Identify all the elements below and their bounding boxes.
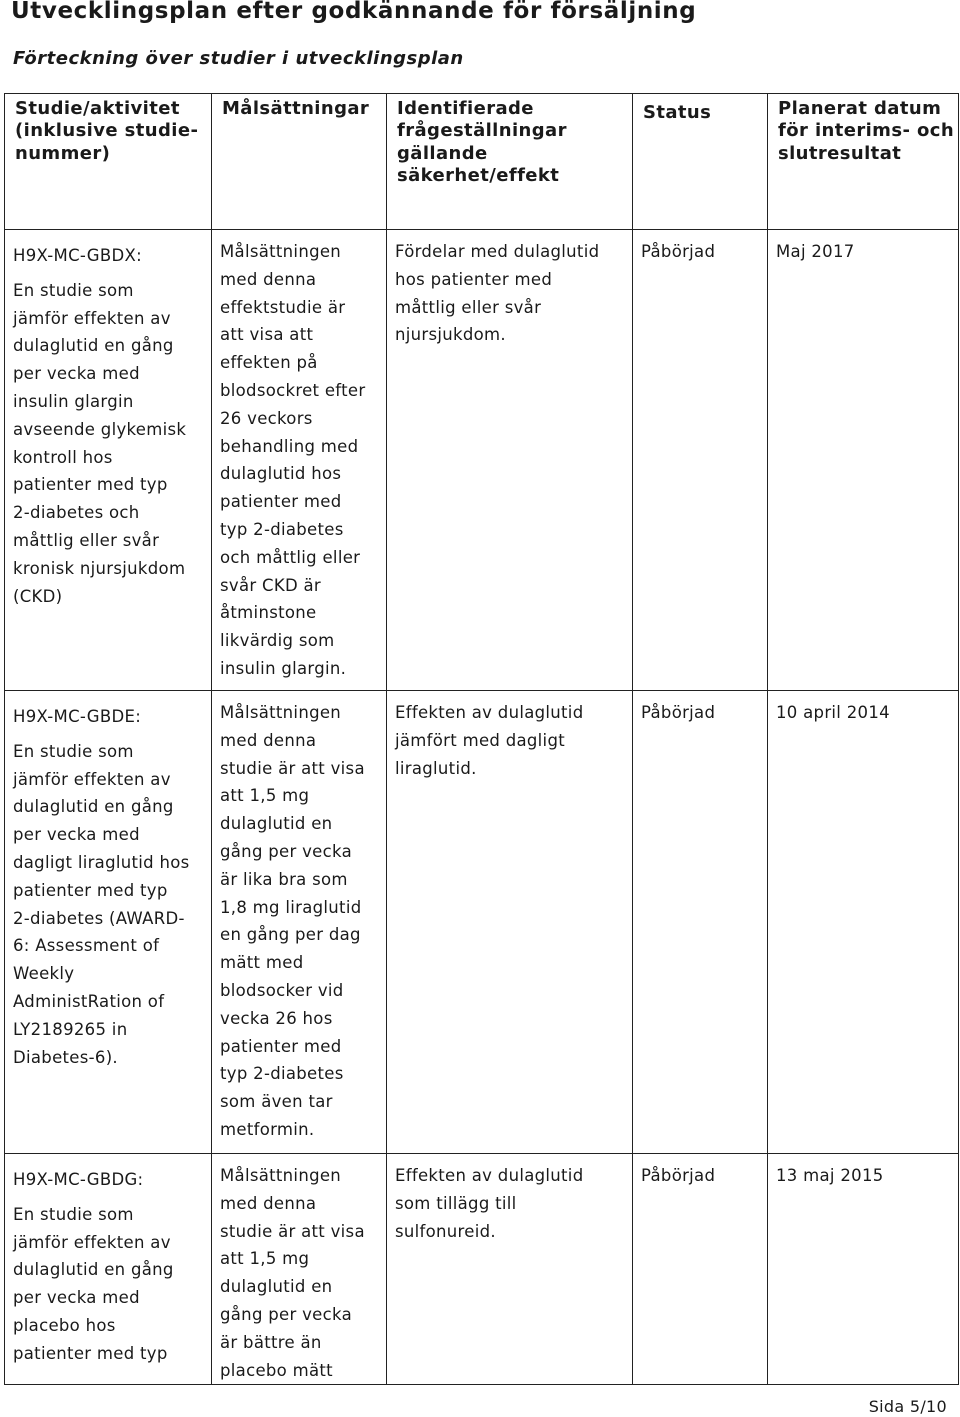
text-line: Målsättningar bbox=[222, 98, 370, 119]
table-header-row bbox=[5, 94, 959, 230]
text-line: effektstudie är bbox=[220, 297, 346, 317]
status-cell bbox=[633, 230, 768, 691]
text-line: att visa att bbox=[220, 325, 314, 345]
text-line: 2-diabetes (AWARD- bbox=[13, 908, 185, 928]
text-line: (CKD) bbox=[13, 586, 63, 606]
text-line: 26 veckors bbox=[220, 408, 313, 428]
text-line: Studie/aktivitet bbox=[15, 98, 180, 119]
text-line: som även tar bbox=[220, 1092, 333, 1112]
text-line: frågeställningar bbox=[397, 120, 567, 142]
study-id: H9X-MC-GBDX: bbox=[13, 246, 142, 265]
text-line: hos patienter med bbox=[395, 269, 553, 289]
text-line: typ 2-diabetes bbox=[220, 1064, 344, 1084]
status-text: Påbörjad bbox=[641, 242, 716, 261]
objective-text bbox=[220, 699, 380, 1144]
text-line: Fördelar med dulaglutid bbox=[395, 242, 600, 261]
table-row bbox=[5, 1154, 959, 1385]
text-line: dulaglutid en gång bbox=[13, 797, 174, 817]
text-line: LY2189265 in bbox=[13, 1019, 128, 1039]
text-line: med denna bbox=[220, 269, 317, 289]
text-line: sulfonureid. bbox=[395, 1221, 496, 1241]
text-line: jämfört med dagligt bbox=[395, 730, 565, 750]
text-line: patienter med typ bbox=[13, 880, 168, 900]
text-line: jämför effekten av bbox=[13, 769, 171, 789]
text-line: blodsockret efter bbox=[220, 380, 366, 400]
study-cell bbox=[5, 230, 212, 691]
table-row bbox=[5, 691, 959, 1154]
study-description bbox=[13, 1201, 205, 1368]
text-line: gång per vecka bbox=[220, 841, 352, 861]
text-line: placebo hos bbox=[13, 1315, 116, 1335]
text-line: vecka 26 hos bbox=[220, 1008, 333, 1028]
text-line: per vecka med bbox=[13, 1288, 140, 1308]
text-line: dulaglutid en gång bbox=[13, 336, 174, 356]
text-line: per vecka med bbox=[13, 364, 140, 384]
text-line: 1,8 mg liraglutid bbox=[220, 897, 362, 917]
text-line: Målsättningen bbox=[220, 703, 342, 722]
objective-text bbox=[220, 1162, 380, 1384]
text-line: dulaglutid hos bbox=[220, 464, 342, 484]
date-cell bbox=[768, 1154, 959, 1385]
status-cell bbox=[633, 1154, 768, 1385]
text-line: måttlig eller svår bbox=[13, 530, 160, 550]
text-line: gång per vecka bbox=[220, 1304, 352, 1324]
text-line: kronisk njursjukdom bbox=[13, 558, 186, 578]
text-line: studie är att visa bbox=[220, 758, 365, 778]
study-cell bbox=[5, 691, 212, 1154]
text-line: med denna bbox=[220, 730, 317, 750]
issues-text bbox=[395, 699, 626, 782]
issues-text bbox=[395, 1162, 626, 1245]
study-id: H9X-MC-GBDG: bbox=[13, 1170, 144, 1189]
text-line: dulaglutid en bbox=[220, 1277, 333, 1297]
text-line: säkerhet/effekt bbox=[397, 164, 560, 186]
text-line: gällande bbox=[397, 142, 488, 164]
text-line: Målsättningen bbox=[220, 1166, 342, 1185]
text-line: 2-diabetes och bbox=[13, 503, 140, 523]
text-line: dulaglutid en gång bbox=[13, 1260, 174, 1280]
objective-cell bbox=[212, 1154, 387, 1385]
text-line: åtminstone bbox=[220, 603, 317, 623]
table-row bbox=[5, 230, 959, 691]
text-line: Status bbox=[643, 102, 712, 123]
text-line: patienter med typ bbox=[13, 1343, 168, 1363]
text-line: måttlig eller svår bbox=[395, 297, 542, 317]
text-line: En studie som bbox=[13, 280, 134, 300]
text-line: likvärdig som bbox=[220, 631, 335, 651]
document-subtitle: Förteckning över studier i utvecklingsplan bbox=[13, 48, 464, 69]
text-line: blodsocker vid bbox=[220, 980, 344, 1000]
text-line: Planerat datum bbox=[778, 98, 942, 119]
study-cell bbox=[5, 1154, 212, 1385]
text-line: AdministRation of bbox=[13, 991, 165, 1011]
text-line: slutresultat bbox=[778, 142, 902, 164]
objective-cell bbox=[212, 691, 387, 1154]
text-line: för interims- och bbox=[778, 120, 955, 142]
text-line: metformin. bbox=[220, 1119, 315, 1139]
text-line: njursjukdom. bbox=[395, 325, 506, 345]
text-line: som tillägg till bbox=[395, 1193, 517, 1213]
status-cell bbox=[633, 691, 768, 1154]
study-table bbox=[4, 93, 959, 1385]
header-objectives bbox=[212, 94, 387, 230]
text-line: Effekten av dulaglutid bbox=[395, 703, 584, 722]
text-line: studie är att visa bbox=[220, 1221, 365, 1241]
text-line: patienter med bbox=[220, 1036, 342, 1056]
text-line: kontroll hos bbox=[13, 447, 113, 467]
text-line: och måttlig eller bbox=[220, 547, 361, 567]
text-line: Identifierade bbox=[397, 98, 534, 119]
text-line: insulin glargin bbox=[13, 391, 134, 411]
objective-text bbox=[220, 238, 380, 683]
text-line: liraglutid. bbox=[395, 758, 477, 778]
text-line: är bättre än bbox=[220, 1332, 322, 1352]
text-line: en gång per dag bbox=[220, 925, 361, 945]
issues-cell bbox=[387, 1154, 633, 1385]
objective-cell bbox=[212, 230, 387, 691]
date-text: 13 maj 2015 bbox=[776, 1166, 884, 1185]
text-line: Effekten av dulaglutid bbox=[395, 1166, 584, 1185]
text-line: nummer) bbox=[15, 142, 111, 164]
text-line: per vecka med bbox=[13, 825, 140, 845]
issues-text bbox=[395, 238, 626, 349]
date-cell bbox=[768, 691, 959, 1154]
text-line: Målsättningen bbox=[220, 242, 342, 261]
text-line: att 1,5 mg bbox=[220, 786, 310, 806]
text-line: effekten på bbox=[220, 353, 318, 373]
header-study-activity bbox=[5, 94, 212, 230]
text-line: En studie som bbox=[13, 1204, 134, 1224]
date-text: 10 april 2014 bbox=[776, 703, 890, 722]
text-line: behandling med bbox=[220, 436, 359, 456]
header-status bbox=[633, 94, 768, 230]
study-id: H9X-MC-GBDE: bbox=[13, 707, 142, 726]
text-line: En studie som bbox=[13, 741, 134, 761]
text-line: mätt med bbox=[220, 953, 304, 973]
issues-cell bbox=[387, 230, 633, 691]
text-line: jämför effekten av bbox=[13, 1232, 171, 1252]
text-line: insulin glargin. bbox=[220, 658, 347, 678]
text-line: jämför effekten av bbox=[13, 308, 171, 328]
text-line: att 1,5 mg bbox=[220, 1249, 310, 1269]
issues-cell bbox=[387, 691, 633, 1154]
date-cell bbox=[768, 230, 959, 691]
text-line: är lika bra som bbox=[220, 869, 348, 889]
text-line: 6: Assessment of bbox=[13, 936, 160, 956]
page-number: Sida 5/10 bbox=[868, 1397, 947, 1416]
text-line: med denna bbox=[220, 1193, 317, 1213]
text-line: patienter med bbox=[220, 492, 342, 512]
status-text: Påbörjad bbox=[641, 1166, 716, 1185]
text-line: dulaglutid en bbox=[220, 814, 333, 834]
status-text: Påbörjad bbox=[641, 703, 716, 722]
text-line: avseende glykemisk bbox=[13, 419, 187, 439]
header-planned-date bbox=[768, 94, 959, 230]
text-line: svår CKD är bbox=[220, 575, 321, 595]
text-line: Diabetes-6). bbox=[13, 1047, 118, 1067]
study-description bbox=[13, 277, 205, 611]
text-line: (inklusive studie- bbox=[15, 120, 199, 142]
text-line: Weekly bbox=[13, 964, 75, 984]
document-title: Utvecklingsplan efter godkännande för försäljning bbox=[11, 0, 697, 24]
text-line: placebo mätt bbox=[220, 1360, 333, 1380]
text-line: patienter med typ bbox=[13, 475, 168, 495]
header-identified-issues bbox=[387, 94, 633, 230]
text-line: dagligt liraglutid hos bbox=[13, 852, 190, 872]
text-line: typ 2-diabetes bbox=[220, 519, 344, 539]
study-description bbox=[13, 738, 205, 1072]
date-text: Maj 2017 bbox=[776, 242, 855, 261]
